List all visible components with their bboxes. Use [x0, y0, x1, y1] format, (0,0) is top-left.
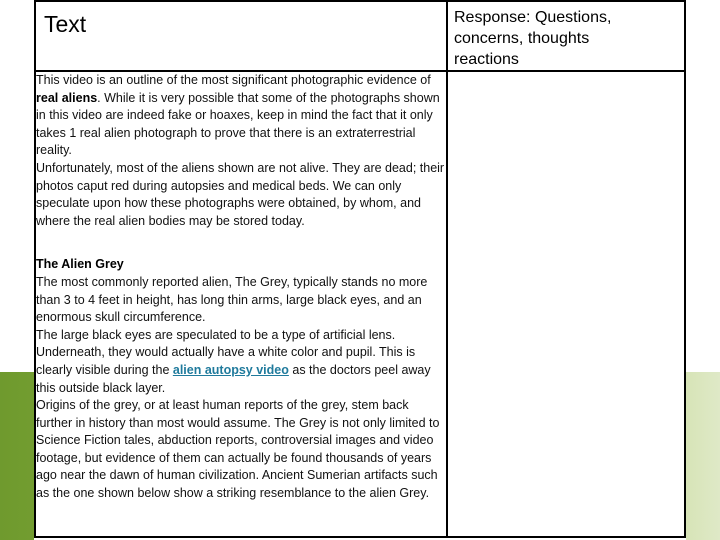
intro-paragraph: [36, 72, 446, 160]
response-column-title: Response: Questions, concerns, thoughts reactions: [454, 9, 612, 68]
section-heading-alien-grey: The Alien Grey: [36, 257, 124, 272]
content-row: [35, 71, 685, 537]
intro-text-end: . While it is very possible that some of the photographs shown in this video are indeed fake or hoaxes, keep in mind the fact that it only takes 1 real alien photograph to prove that there is an extraterrestrial reality.: [36, 90, 440, 158]
intro-text-start: This video is an outline of the most significant photographic evidence of: [36, 73, 431, 87]
header-response-cell: [447, 1, 685, 71]
header-text-cell: [35, 1, 447, 71]
alien-autopsy-video-link[interactable]: alien autopsy video: [172, 362, 289, 377]
intro-paragraph-2: Unfortunately, most of the aliens shown are not alive. They are dead; their photos caput red during autopsies and medical beds. We can only speculate upon how these photographs were obtained, by whom, and where the real alien bodies may be stored today.: [36, 160, 445, 228]
grey-paragraph-1: The most commonly reported alien, The Grey, typically stands no more than 3 to 4 feet in height, has long thin arms, large black eyes, and an enormous skull circumference.: [36, 274, 428, 325]
grey-para2-end: as the doctors peel away this outside black layer.: [36, 362, 431, 395]
grey-paragraph-2: [36, 327, 446, 397]
paragraph-gap: [36, 230, 446, 256]
grey-para2-start: The large black eyes are speculated to be a type of artificial lens. Underneath, they would actually have a white color and pupil. This is clearly visible during the: [36, 327, 416, 377]
header-row: [35, 1, 685, 71]
grey-paragraph-3: Origins of the grey, or at least human reports of the grey, stem back further in history than most would assume. The Grey is not only limited to Science Fiction tales, abduction reports, controversial images and video footage, but evidence of them can actually be found thousands of years ago near the dawn of human civilization. Ancient Sumerian artifacts such as the one shown below show a striking resemblance to the alien Grey.: [36, 398, 440, 501]
response-input-cell[interactable]: [447, 71, 685, 537]
worksheet: [34, 0, 686, 540]
response-table: [34, 0, 686, 538]
intro-bold-phrase: real aliens: [36, 90, 98, 105]
text-content-cell: [35, 71, 447, 537]
text-column-title: Text: [44, 11, 87, 37]
